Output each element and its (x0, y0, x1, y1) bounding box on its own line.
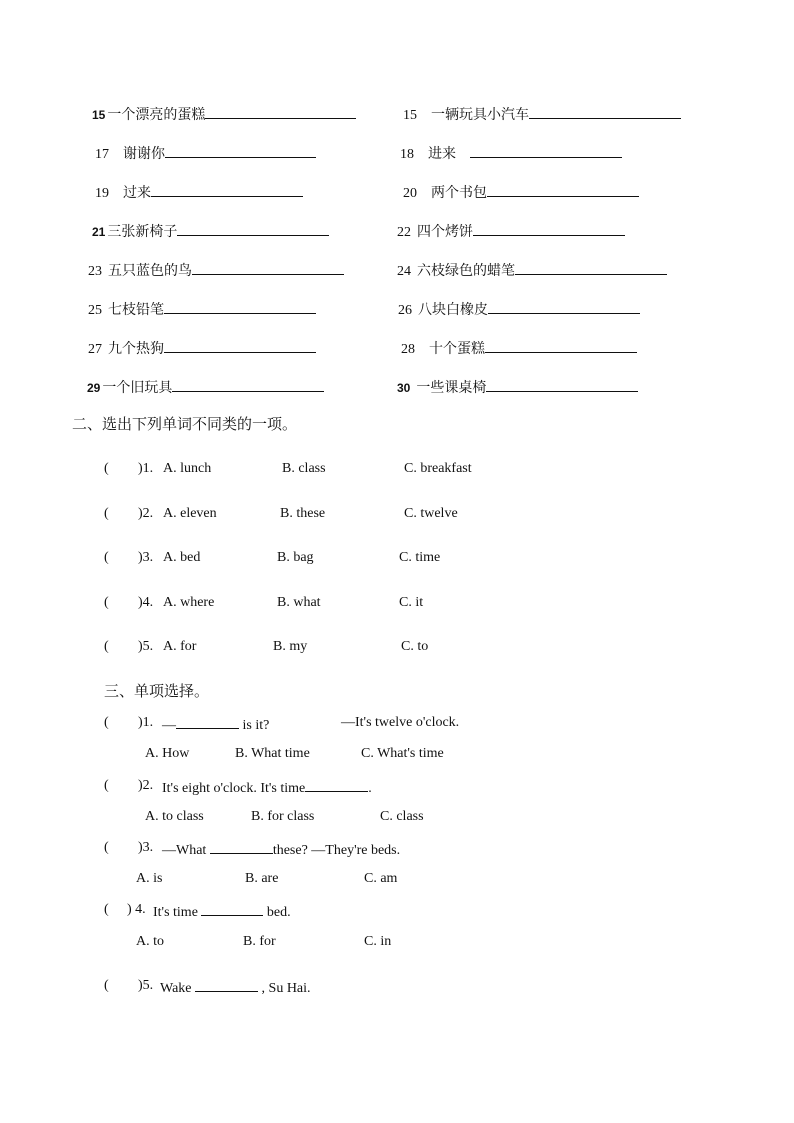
item-number: 29 (87, 381, 101, 395)
answer-blank[interactable] (470, 142, 622, 158)
item-number: 28 (401, 342, 415, 357)
item-text: 三张新椅子 (107, 225, 178, 240)
item-text: 八块白橡皮 (418, 303, 488, 318)
translation-item (403, 181, 639, 203)
stem-prefix: — (162, 718, 176, 733)
item-text: 一个旧玩具 (102, 381, 173, 396)
item-number: 19 (95, 186, 109, 201)
answer-blank[interactable] (485, 337, 637, 353)
item-number: 20 (403, 186, 417, 201)
question-number: )2. (138, 778, 154, 793)
translation-item (92, 103, 356, 125)
option-a: A. eleven (163, 506, 217, 521)
question-number: )1. (138, 715, 154, 730)
paren-open: ( (104, 778, 109, 793)
answer-blank[interactable] (172, 376, 324, 392)
question-stem (162, 839, 400, 860)
answer-blank[interactable] (164, 298, 316, 314)
answer-blank[interactable] (201, 901, 263, 916)
item-text: 一个漂亮的蛋糕 (107, 108, 206, 123)
question-number: )1. (138, 461, 154, 476)
translation-item (397, 376, 638, 398)
question-stem (160, 977, 311, 998)
item-number: 15 (92, 108, 106, 122)
question-number: )4. (138, 595, 154, 610)
question-number: )3. (138, 550, 154, 565)
paren-open: ( (104, 461, 109, 476)
answer-blank[interactable] (192, 259, 344, 275)
option-a: A. to (136, 934, 164, 949)
option-a: A. is (136, 871, 163, 886)
option-c: C. breakfast (404, 461, 472, 476)
option-c: C. time (399, 550, 441, 565)
translation-item (92, 220, 329, 242)
stem-suffix: is it? (239, 718, 270, 733)
option-b: B. class (282, 461, 326, 476)
stem-suffix: , Su Hai. (258, 981, 311, 996)
item-text: 五只蓝色的鸟 (108, 264, 192, 279)
stem-prefix: Wake (160, 981, 196, 996)
option-c: C. it (399, 595, 424, 610)
translation-item (95, 181, 303, 203)
question-stem (153, 901, 291, 922)
stem-prefix: —What (162, 843, 210, 858)
answer-blank[interactable] (488, 298, 640, 314)
item-number: 30 (397, 381, 411, 395)
section-heading: 二、选出下列单词不同类的一项。 (72, 415, 298, 433)
option-a: A. for (163, 639, 197, 654)
option-a: A. where (163, 595, 215, 610)
option-c: C. to (401, 639, 429, 654)
paren-open: ( (104, 902, 109, 917)
answer-blank[interactable] (177, 220, 329, 236)
stem-suffix: bed. (263, 905, 291, 920)
item-number: 21 (92, 225, 106, 239)
item-text: 一辆玩具小汽车 (431, 108, 529, 123)
option-c: C. am (364, 871, 398, 886)
option-b: B. these (280, 506, 326, 521)
translation-item (397, 259, 667, 281)
question-number: )5. (138, 639, 154, 654)
item-text: 四个烤饼 (417, 225, 473, 240)
stem-suffix: . (368, 781, 372, 796)
option-c: C. in (364, 934, 392, 949)
translation-item (403, 103, 681, 125)
option-c: C. class (380, 809, 424, 824)
option-a: A. lunch (163, 461, 212, 476)
option-c: C. What's time (361, 746, 444, 761)
question-number: )3. (138, 840, 154, 855)
answer-blank[interactable] (529, 103, 681, 119)
paren-open: ( (104, 840, 109, 855)
item-number: 23 (88, 264, 102, 279)
option-b: B. are (245, 871, 279, 886)
answer-blank[interactable] (165, 142, 316, 158)
answer-blank[interactable] (515, 259, 667, 275)
translation-item (87, 376, 324, 398)
translation-item (88, 337, 316, 359)
option-a: A. How (145, 746, 190, 761)
paren-open: ( (104, 639, 109, 654)
item-text: 十个蛋糕 (429, 342, 485, 357)
item-number: 18 (400, 147, 414, 162)
option-b: B. bag (277, 550, 314, 565)
paren-open: ( (104, 506, 109, 521)
item-text: 七枝铅笔 (108, 303, 164, 318)
translation-item (88, 298, 316, 320)
answer-blank[interactable] (176, 714, 239, 729)
answer-blank[interactable] (195, 977, 258, 992)
translation-item (400, 142, 622, 164)
answer-blank[interactable] (151, 181, 303, 197)
item-number: 27 (88, 342, 102, 357)
option-b: B. for (243, 934, 276, 949)
item-text: 谢谢你 (123, 147, 165, 162)
paren-open: ( (104, 595, 109, 610)
stem-prefix: It's eight o'clock. It's time (162, 781, 306, 796)
translation-item (88, 259, 344, 281)
answer-blank[interactable] (305, 777, 368, 792)
option-b: B. for class (251, 809, 315, 824)
item-number: 17 (95, 147, 109, 162)
item-text: 一些课桌椅 (416, 381, 487, 396)
option-b: B. What time (235, 746, 310, 761)
paren-open: ( (104, 715, 109, 730)
option-b: B. my (273, 639, 308, 654)
paren-open: ( (104, 978, 109, 993)
reply-text: —It's twelve o'clock. (341, 715, 460, 730)
option-c: C. twelve (404, 506, 458, 521)
question-number: )2. (138, 506, 154, 521)
translation-item (397, 220, 625, 242)
option-a: A. bed (163, 550, 201, 565)
item-number: 26 (398, 303, 412, 318)
stem-prefix: It's time (153, 905, 202, 920)
item-text: 六枝绿色的蜡笔 (417, 264, 515, 279)
answer-blank[interactable] (487, 181, 639, 197)
question-number: ) 4. (127, 902, 146, 917)
question-stem (162, 714, 269, 735)
option-b: B. what (277, 595, 321, 610)
answer-blank[interactable] (210, 839, 273, 854)
paren-open: ( (104, 550, 109, 565)
answer-blank[interactable] (473, 220, 625, 236)
question-stem (162, 777, 372, 798)
translation-item (398, 298, 640, 320)
stem-suffix: these? —They're beds. (272, 843, 401, 858)
section-heading: 三、单项选择。 (104, 682, 210, 700)
option-a: A. to class (145, 809, 204, 824)
item-number: 22 (397, 225, 411, 240)
item-text: 九个热狗 (108, 342, 164, 357)
answer-blank[interactable] (205, 103, 356, 119)
item-number: 25 (88, 303, 102, 318)
item-number: 15 (403, 108, 417, 123)
translation-item (401, 337, 637, 359)
answer-blank[interactable] (164, 337, 316, 353)
item-text: 进来 (428, 147, 456, 162)
question-number: )5. (138, 978, 154, 993)
item-text: 两个书包 (431, 186, 487, 201)
item-number: 24 (397, 264, 411, 279)
translation-item (95, 142, 316, 164)
answer-blank[interactable] (486, 376, 638, 392)
item-text: 过来 (123, 186, 151, 201)
